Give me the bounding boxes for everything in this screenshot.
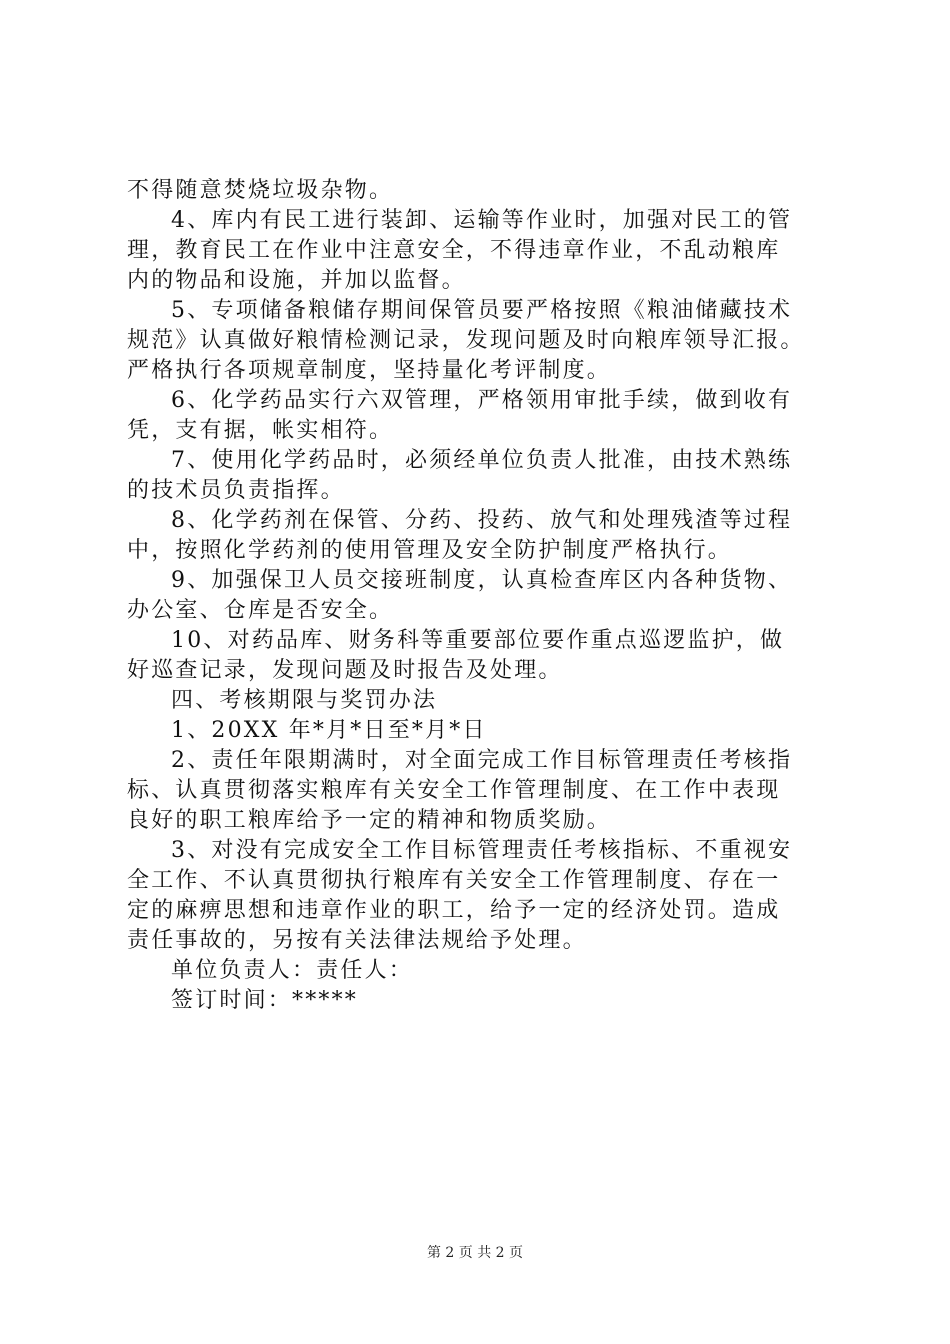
text-line: 良好的职工粮库给予一定的精神和物质奖励。 [127, 808, 612, 833]
text-line: 10、对药品库、财务科等重要部位要作重点巡逻监护，做 [171, 628, 785, 653]
paragraph [127, 746, 832, 836]
text-line: 好巡查记录，发现问题及时报告及处理。 [127, 658, 563, 683]
text-line: 全工作、不认真贯彻执行粮库有关安全工作管理制度、存在一 [127, 868, 781, 893]
paragraph [127, 506, 832, 566]
text-line: 4、库内有民工进行装卸、运输等作业时，加强对民工的管 [171, 208, 793, 233]
text-line: 7、使用化学药品时，必须经单位负责人批准，由技术熟练 [171, 448, 793, 473]
text-line: 四、考核期限与奖罚办法 [171, 688, 438, 713]
text-line: 办公室、仓库是否安全。 [127, 598, 394, 623]
paragraph [127, 986, 832, 1016]
text-line: 6、化学药品实行六双管理，严格领用审批手续，做到收有 [171, 388, 793, 413]
text-line: 标、认真贯彻落实粮库有关安全工作管理制度、在工作中表现 [127, 778, 781, 803]
text-line: 2、责任年限期满时，对全面完成工作目标管理责任考核指 [171, 748, 793, 773]
text-line: 理，教育民工在作业中注意安全，不得违章作业，不乱动粮库 [127, 238, 781, 263]
text-line: 单位负责人：责任人： [171, 958, 414, 983]
text-line: 签订时间：***** [171, 988, 359, 1013]
text-line: 3、对没有完成安全工作目标管理责任考核指标、不重视安 [171, 838, 793, 863]
text-line: 9、加强保卫人员交接班制度，认真检查库区内各种货物、 [171, 568, 793, 593]
paragraph [127, 206, 832, 296]
text-line: 中，按照化学药剂的使用管理及安全防护制度严格执行。 [127, 538, 733, 563]
text-line: 内的物品和设施，并加以监督。 [127, 268, 466, 293]
paragraph [127, 836, 832, 956]
paragraph [127, 626, 832, 686]
paragraph [127, 296, 832, 386]
paragraph [127, 386, 832, 446]
paragraph [127, 686, 832, 716]
paragraph [127, 446, 832, 506]
text-line: 责任事故的，另按有关法律法规给予处理。 [127, 928, 587, 953]
paragraph [127, 566, 832, 626]
text-line: 5、专项储备粮储存期间保管员要严格按照《粮油储藏技术 [171, 298, 793, 323]
text-line: 的技术员负责指挥。 [127, 478, 345, 503]
text-line: 8、化学药剂在保管、分药、投药、放气和处理残渣等过程 [171, 508, 793, 533]
text-line: 规范》认真做好粮情检测记录，发现问题及时向粮库领导汇报。 [127, 328, 805, 353]
paragraph [127, 956, 832, 986]
text-line: 1、20XX 年*月*日至*月*日 [171, 718, 487, 743]
page-footer: 第 2 页 共 2 页 [426, 1245, 524, 1261]
text-line: 不得随意焚烧垃圾杂物。 [127, 178, 394, 203]
document-body [127, 176, 832, 1016]
text-line: 定的麻痹思想和违章作业的职工，给予一定的经济处罚。造成 [127, 898, 781, 923]
paragraph [127, 176, 832, 206]
paragraph [127, 716, 832, 746]
text-line: 凭，支有据，帐实相符。 [127, 418, 394, 443]
text-line: 严格执行各项规章制度，坚持量化考评制度。 [127, 358, 612, 383]
